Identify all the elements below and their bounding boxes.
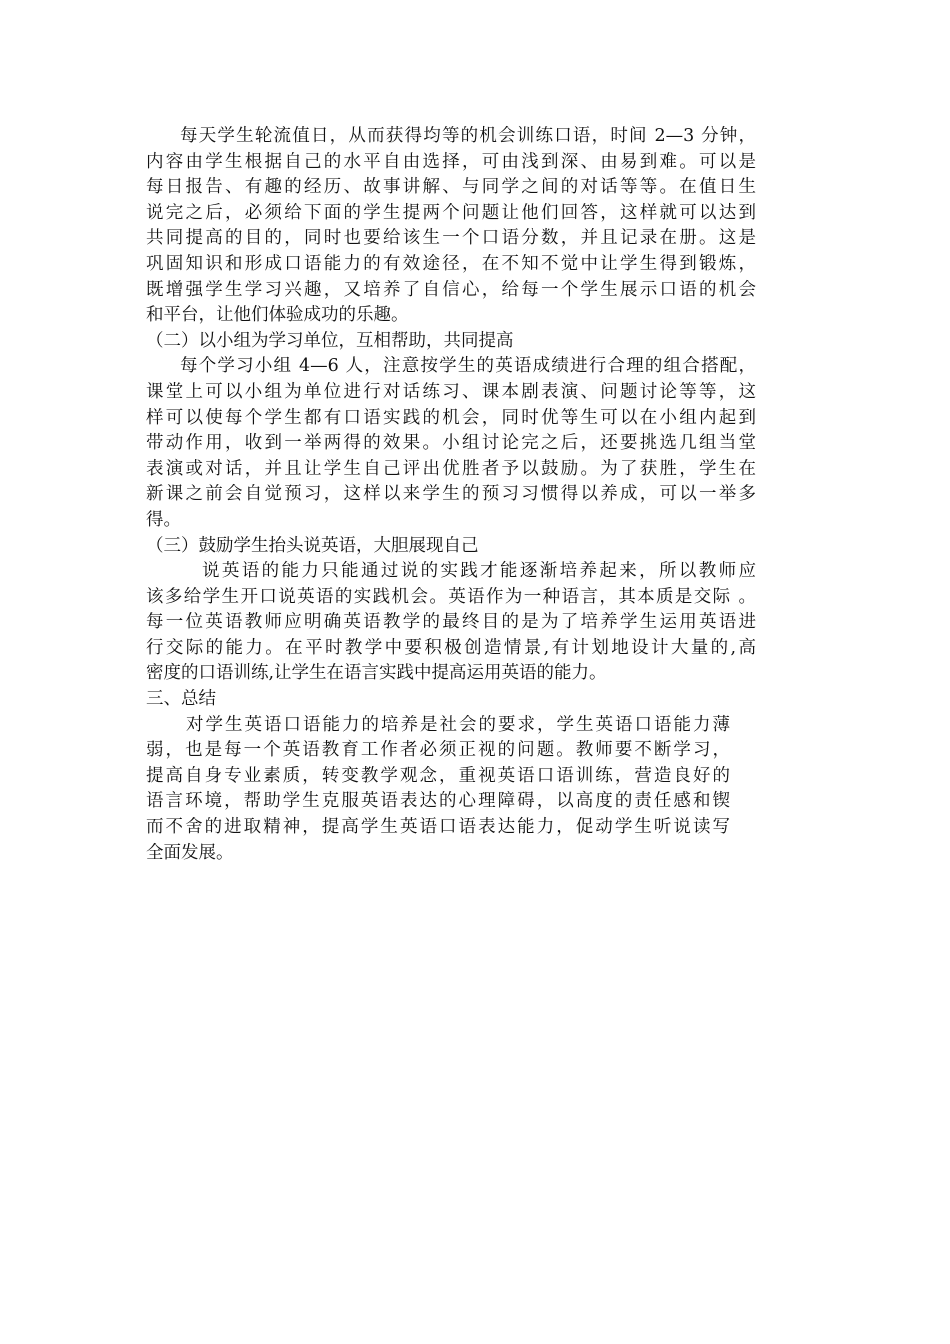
text-line: 既增强学生学习兴趣，又培养了自信心，给每一个学生展示口语的机会: [146, 279, 756, 300]
text-line: 该多给学生开口说英语的实践机会。英语作为一种语言，其本质是交际 。: [146, 586, 756, 607]
section-heading-group-learning: （二）以小组为学习单位，互相帮助，共同提高: [146, 330, 514, 351]
text-line: 密度的口语训练,让学生在语言实践中提高运用英语的能力。: [146, 663, 607, 684]
text-line: 提高自身专业素质，转变教学观念，重视英语口语训练，营造良好的: [146, 765, 730, 786]
text-line: 每天学生轮流值日，从而获得均等的机会训练口语，时间 2—3 分钟，: [180, 126, 756, 146]
text-line: 每日报告、有趣的经历、故事讲解、与同学之间的对话等等。在值日生: [146, 177, 756, 198]
text-line: 样可以使每个学生都有口语实践的机会，同时优等生可以在小组内起到: [146, 407, 756, 428]
text-line: 行交际的能力。在平时教学中要积极创造情景,有计划地设计大量的,高: [146, 637, 756, 658]
paragraph-summary: [146, 713, 730, 867]
text-line: 每一位英语教师应明确英语教学的最终目的是为了培养学生运用英语进: [146, 612, 756, 633]
text-line: 带动作用，收到一举两得的效果。小组讨论完之后，还要挑选几组当堂: [146, 433, 756, 454]
text-line: 巩固知识和形成口语能力的有效途径，在不知不觉中让学生得到锻炼，: [146, 253, 756, 274]
text-line: 表演或对话，并且让学生自己评出优胜者予以鼓励。为了获胜，学生在: [146, 458, 756, 479]
text-line: 每个学习小组 4—6 人，注意按学生的英语成绩进行合理的组合搭配，: [180, 356, 756, 377]
text-line: 说完之后，必须给下面的学生提两个问题让他们回答，这样就可以达到: [146, 202, 756, 223]
text-line: 课堂上可以小组为单位进行对话练习、课本剧表演、问题讨论等等，这: [146, 381, 756, 402]
section-heading-summary: 三、总结: [146, 689, 216, 710]
paragraph-group-learning: [146, 354, 756, 533]
document-body: [146, 124, 756, 866]
text-line: 而不舍的进取精神，提高学生英语口语表达能力，促动学生听说读写: [146, 817, 730, 838]
text-line: 说英语的能力只能通过说的实践才能逐渐培养起来，所以教师应: [202, 561, 756, 582]
text-line: 内容由学生根据自己的水平自由选择，可由浅到深、由易到难。可以是: [146, 151, 756, 172]
text-line: 共同提高的目的，同时也要给该生一个口语分数，并且记录在册。这是: [146, 228, 756, 249]
text-line: 对学生英语口语能力的培养是社会的要求，学生英语口语能力薄: [186, 714, 730, 735]
paragraph-speak-english: [146, 559, 756, 687]
text-line: 全面发展。: [146, 842, 234, 863]
text-line: 得。: [146, 509, 181, 530]
text-line: 新课之前会自觉预习，这样以来学生的预习习惯得以养成，可以一举多: [146, 484, 756, 505]
text-line: 语言环境，帮助学生克服英语表达的心理障碍，以高度的责任感和锲: [146, 791, 730, 812]
text-line: 和平台，让他们体验成功的乐趣。: [146, 305, 409, 326]
paragraph-daily-duty: [146, 124, 756, 329]
text-line: 弱，也是每一个英语教育工作者必须正视的问题。教师要不断学习，: [146, 740, 730, 761]
section-heading-speak-english: （三）鼓励学生抬头说英语，大胆展现自己: [146, 535, 479, 556]
